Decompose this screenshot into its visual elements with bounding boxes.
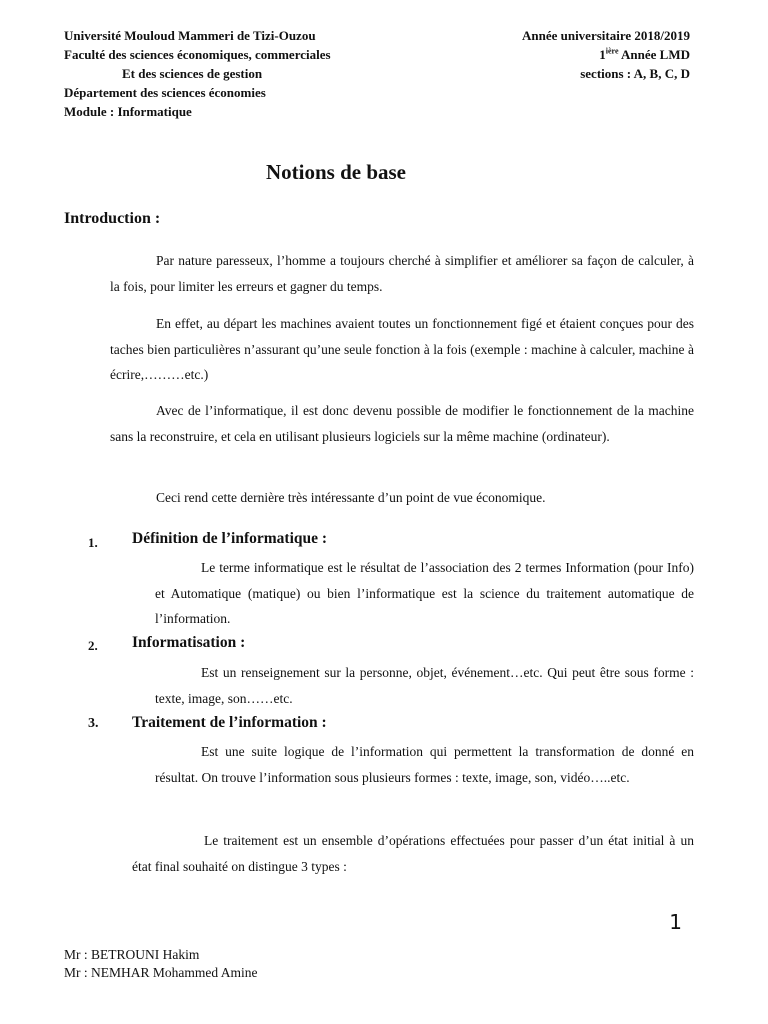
footer-authors <box>64 946 258 982</box>
section-1-title: Définition de l’informatique : <box>132 530 328 547</box>
section-3-text: Est une suite logique de l’information qui permettent la transformation de donné en résultat. On trouve l’information sous plusieurs formes : texte, image, son, vidéo…..etc. <box>155 744 694 785</box>
section-3-number: 3. <box>88 716 99 731</box>
header-academic-info <box>522 26 690 83</box>
section-2-title: Informatisation : <box>132 634 246 651</box>
intro-paragraph-2: En effet, au départ les machines avaient toutes un fonctionnement figé et étaient conçues pour des taches bien particulières n’assurant qu’une seule fonction à la fois (exemple : machine à calculer, machine à écrire,………etc.) <box>110 316 694 382</box>
section-3-text-2: Le traitement est un ensemble d’opérations effectuées pour passer d’un état initial à un état final souhaité on distingue 3 types : <box>132 833 694 874</box>
intro-heading: Introduction : <box>64 210 161 227</box>
intro-paragraph-1: Par nature paresseux, l’homme a toujours cherché à simplifier et améliorer sa façon de calculer, à la fois, pour limiter les erreurs et gagner du temps. <box>110 253 694 294</box>
header-institution <box>64 26 331 121</box>
header-sections: sections : A, B, C, D <box>580 66 690 81</box>
header-faculty: Faculté des sciences économiques, commerciales <box>64 47 331 62</box>
header-level: $1^{ière}$ Année LMD <box>599 46 690 62</box>
intro-paragraph-4: Ceci rend cette dernière très intéressante d’un point de vue économique. <box>156 490 546 505</box>
header-module: Module : Informatique <box>64 104 192 119</box>
header-department: Département des sciences économies <box>64 85 266 100</box>
section-1-number: 1. <box>88 535 98 550</box>
page-number: 1 <box>669 910 682 934</box>
section-2-text: Est un renseignement sur la personne, objet, événement…etc. Qui peut être sous forme : texte, image, son……etc. <box>155 665 694 706</box>
section-2-number: 2. <box>88 638 98 653</box>
header-university: Université Mouloud Mammeri de Tizi-Ouzou <box>64 28 316 43</box>
header-year: Année universitaire 2018/2019 <box>521 28 690 43</box>
section-3-title: Traitement de l’information : <box>132 714 327 731</box>
footer-author-2: Mr : NEMHAR Mohammed Amine <box>64 965 258 980</box>
intro-paragraph-3: Avec de l’informatique, il est donc devenu possible de modifier le fonctionnement de la machine sans la reconstruire, et cela en utilisant plusieurs logiciels sur la même machine (ordinateur). <box>110 403 694 444</box>
header-faculty-cont: Et des sciences de gestion <box>122 66 263 81</box>
section-1-text: Le terme informatique est le résultat de l’association des 2 termes Information (pour Info) et Automatique (matique) ou bien l’informatique est la science du traitement automatique de l’information. <box>155 560 694 626</box>
document-title: Notions de base <box>265 160 407 184</box>
footer-author-1: Mr : BETROUNI Hakim <box>64 947 200 962</box>
